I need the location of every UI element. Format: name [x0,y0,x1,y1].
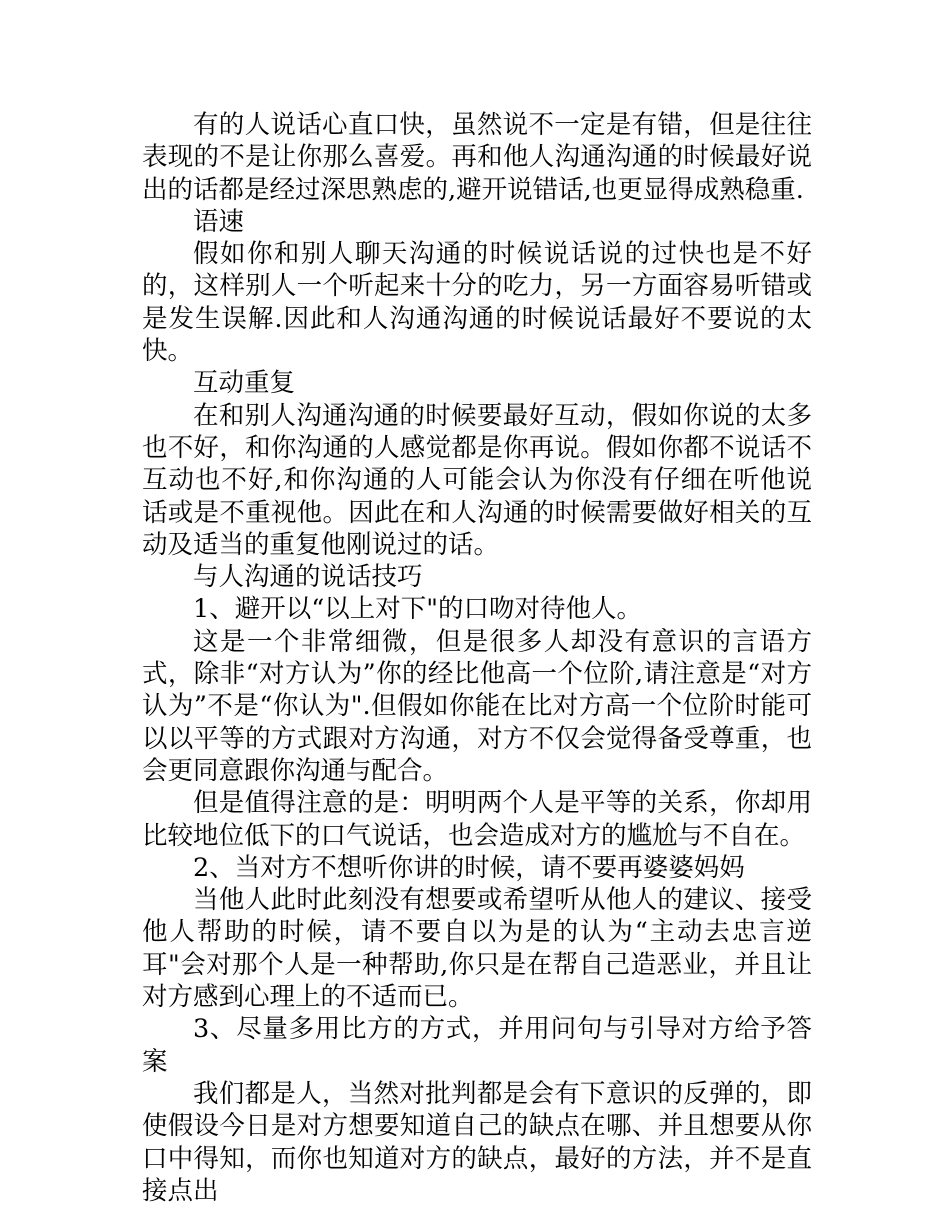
paragraph-speech-speed: 假如你和别人聊天沟通的时候说话说的过快也是不好的，这样别人一个听起来十分的吃力，另一方面容易听错或是发生误解.因此和人沟通沟通的时候说话最好不要说的太快。 [142,239,812,367]
paragraph-tip-2: 当他人此时此刻没有想要或希望听从他人的建议、接受他人帮助的时候，请不要自以为是的认为“主动去忠言逆耳"会对那个人是一种帮助,你只是在帮自己造恶业，并且让对方感到心理上的不适而已。 [142,885,812,1013]
paragraph-tip-3: 我们都是人，当然对批判都是会有下意识的反弹的，即使假设今日是对方想要知道自己的缺点在哪、并且想要从你口中得知，而你也知道对方的缺点，最好的方法，并不是直接点出 [142,1078,812,1206]
paragraph-tip-1-note: 但是值得注意的是：明明两个人是平等的关系，你却用比较地位低下的口气说话，也会造成对方的尴尬与不自在。 [142,788,812,851]
document-body [142,109,812,1207]
heading-speaking-skills: 与人沟通的说话技巧 [193,562,423,593]
paragraph-interaction: 在和别人沟通沟通的时候要最好互动，假如你说的太多也不好，和你沟通的人感觉都是你再说。假如你都不说话不互动也不好,和你沟通的人可能会认为你没有仔细在听他说话或是不重视他。因此在和人沟通的时候需要做好相关的互动及适当的重复他刚说过的话。 [142,400,812,560]
paragraph-frankness: 有的人说话心直口快，虽然说不一定是有错，但是往往表现的不是让你那么喜爱。再和他人沟通沟通的时候最好说出的话都是经过深思熟虑的,避开说错话,也更显得成熟稳重. [142,110,812,205]
heading-interaction: 互动重复 [193,368,296,399]
tip-3-title: 3、尽量多用比方的方式，并用问句与引导对方给予答案 [142,1014,812,1077]
heading-speech-speed: 语速 [193,206,245,237]
tip-1-title: 1、避开以“以上对下"的口吻对待他人。 [193,594,642,625]
paragraph-tip-1: 这是一个非常细微，但是很多人却没有意识的言语方式，除非“对方认为”你的经比他高一个位阶,请注意是“对方认为”不是“你认为".但假如你能在比对方高一个位阶时能可以以平等的方式跟对方沟通，对方不仅会觉得备受尊重，也会更同意跟你沟通与配合。 [142,626,812,786]
tip-2-title: 2、当对方不想听你讲的时候，请不要再婆婆妈妈 [193,852,745,883]
